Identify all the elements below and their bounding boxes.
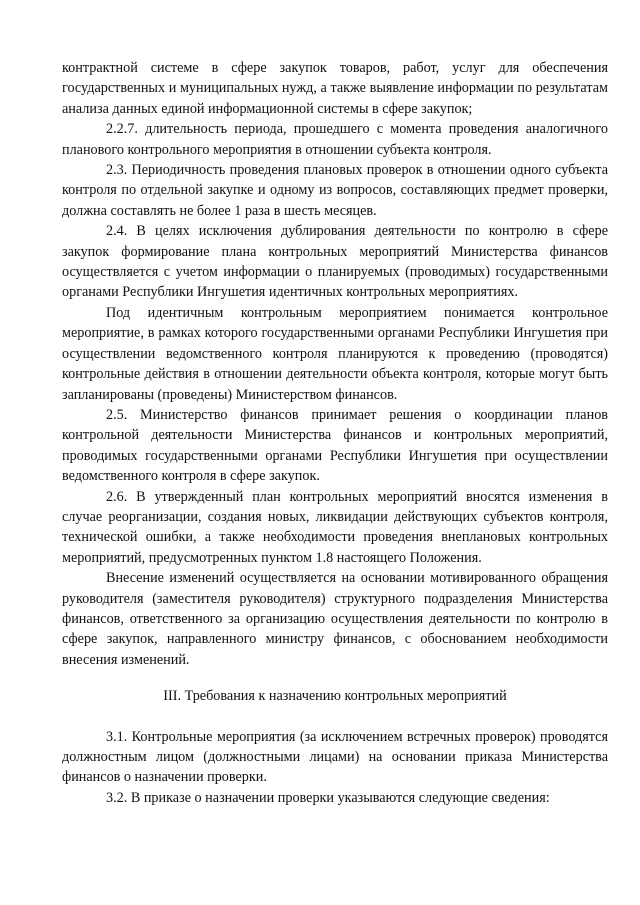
paragraph-2-4: 2.4. В целях исключения дублирования деятельности по контролю в сфере закупок формирование плана контрольных мероприятий Министерства финансов осуществляется с учетом информации о планируемых (проводимых) государственными органами Республики Ингушетия идентичных контрольных мероприятиях. [62, 223, 608, 301]
paragraph-identical-measure: Под идентичным контрольным мероприятием понимается контрольное мероприятие, в рамках которого государственными органами Республики Ингушетия при осуществлении ведомственного контроля планируются к проведению (проводятся) контрольные действия в отношении деятельности объекта контроля, которые могут быть запланированы (проведены) Министерством финансов. [62, 304, 608, 403]
paragraph-2-3: 2.3. Периодичность проведения плановых проверок в отношении одного субъекта контроля по отдельной закупке и одному из вопросов, составляющих предмет проверки, должна составлять не более 1 раза в шесть месяцев. [62, 162, 608, 219]
section-heading: III. Требования к назначению контрольных мероприятий [163, 688, 507, 705]
paragraph-changes: Внесение изменений осуществляется на основании мотивированного обращения руководителя (заместителя руководителя) структурного подразделения Министерства финансов, ответственного за организацию осуществления деятельности по контролю в сфере закупок, направленного министру финансов, с обоснованием необходимости внесения изменений. [62, 570, 608, 668]
paragraph-continuation: контрактной системе в сфере закупок товаров, работ, услуг для обеспечения государственных и муниципальных нужд, а также выявление информации по результатам анализа данных единой информационной системы в сфере закупок; [62, 60, 608, 117]
paragraph-3-2: 3.2. В приказе о назначении проверки указываются следующие сведения: [106, 789, 550, 806]
paragraph-3-1: 3.1. Контрольные мероприятия (за исключением встречных проверок) проводятся должностным лицом (должностными лицами) на основании приказа Министерства финансов о назначении проверки. [62, 728, 608, 786]
paragraph-2-2-7: 2.2.7. длительность периода, прошедшего с момента проведения аналогичного планового контрольного мероприятия в отношении субъекта контроля. [62, 121, 608, 158]
paragraph-2-6: 2.6. В утвержденный план контрольных мероприятий вносятся изменения в случае реорганизации, создания новых, ликвидации действующих субъектов контроля, технической ошибки, а также необходимости проведения внеплановых контрольных мероприятий, предусмотренных пунктом 1.8 настоящего Положения. [62, 488, 608, 566]
paragraph-2-5: 2.5. Министерство финансов принимает решения о координации планов контрольной деятельности Министерства финансов и контрольных мероприятий, проводимых государственными органами Республики Ингушетия при осуществлении ведомственного контроля в сфере закупок. [62, 406, 608, 485]
